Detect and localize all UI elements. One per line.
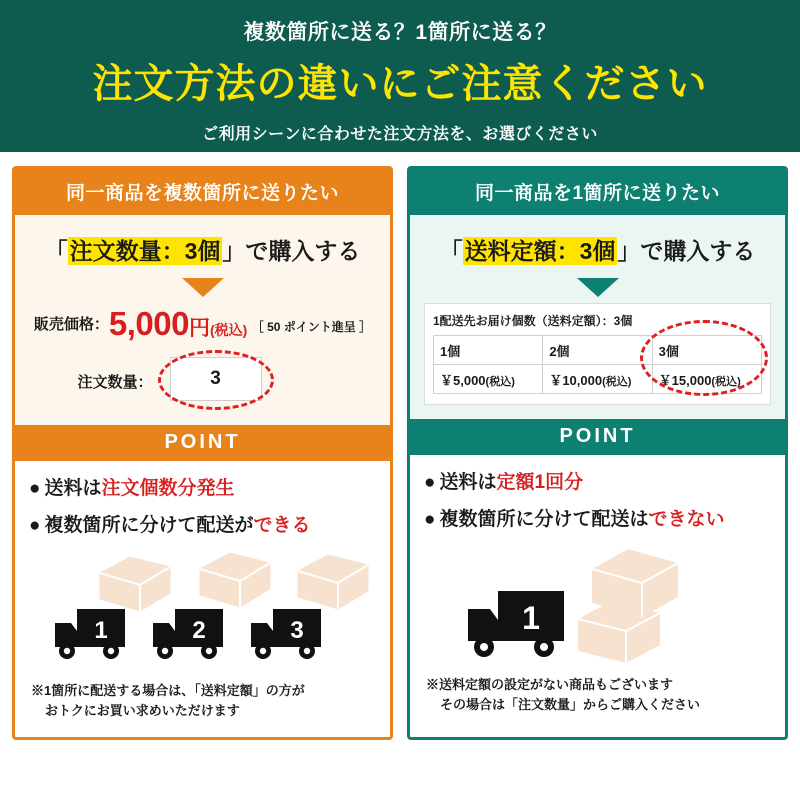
right-footer-space bbox=[410, 725, 785, 731]
right-bullet-1 bbox=[424, 467, 771, 494]
quantity-label: 注文数量： bbox=[77, 374, 153, 391]
left-bullet-2 bbox=[29, 510, 376, 537]
right-point-band: POINT bbox=[410, 419, 785, 455]
table-header-row bbox=[434, 336, 762, 365]
left-buy-post: 」で購入する bbox=[222, 238, 361, 264]
truck-icon-1 bbox=[55, 609, 125, 659]
left-buy-highlight: 注文数量：3個 bbox=[69, 238, 221, 264]
panel-right-title: 同一商品を1箇所に送りたい bbox=[410, 169, 785, 215]
quantity-highlight-ellipse bbox=[158, 350, 274, 410]
truck-icon-3 bbox=[251, 609, 321, 659]
right-footnote-line2: その場合は「注文数量」からご購入ください bbox=[440, 697, 701, 713]
table-header-cell-2: 2個 bbox=[543, 336, 652, 365]
panel-multiple-destinations bbox=[12, 166, 393, 740]
comparison-columns bbox=[0, 152, 800, 740]
left-bullet-1 bbox=[29, 473, 376, 500]
left-point-band: POINT bbox=[15, 425, 390, 461]
price-2: ￥10,000 bbox=[549, 372, 603, 388]
left-arrow-icon bbox=[182, 278, 224, 297]
quantity-value: 3 bbox=[210, 368, 221, 389]
right-illustration bbox=[410, 541, 785, 671]
left-price-row bbox=[27, 303, 378, 343]
right-point-body bbox=[410, 455, 785, 531]
table-price-cell-2 bbox=[543, 365, 652, 394]
right-bullet-2-em: できない bbox=[648, 509, 725, 530]
bullet-dot-icon: ● bbox=[424, 509, 436, 530]
bullet-dot-icon: ● bbox=[424, 472, 436, 493]
left-bullet-1-em: 注文個数分発生 bbox=[101, 478, 235, 499]
right-buy-post: 」で購入する bbox=[617, 238, 756, 264]
single-truck-illustration bbox=[410, 541, 785, 671]
header-subtitle: 複数箇所に送る？1箇所に送る？ bbox=[243, 21, 557, 44]
table-price-cell-3 bbox=[652, 365, 761, 394]
header-note: ご利用シーンに合わせた注文方法を、お選びください bbox=[202, 126, 598, 143]
left-point-body bbox=[15, 461, 390, 537]
price-tax-note: (税込) bbox=[209, 322, 248, 338]
right-bullet-1-em: 定額1回分 bbox=[496, 472, 584, 493]
right-bullet-1-pre: 送料は bbox=[439, 472, 497, 493]
price-value: 5,000 bbox=[108, 305, 189, 342]
panel-single-destination bbox=[407, 166, 788, 740]
price-1: ￥5,000 bbox=[440, 372, 486, 388]
price-yen-unit: 円 bbox=[188, 317, 210, 340]
right-footnote-line1: ※送料定額の設定がない商品もございます bbox=[426, 677, 674, 692]
price-point-note: ［ 50 ポイント進呈 ］ bbox=[251, 320, 372, 334]
three-trucks-illustration bbox=[15, 547, 390, 677]
svg-text:1: 1 bbox=[522, 600, 540, 636]
tax-2: (税込) bbox=[602, 375, 632, 388]
table-price-cell-1 bbox=[434, 365, 543, 394]
left-buy-pre: 「 bbox=[44, 238, 68, 264]
right-footnote bbox=[410, 671, 785, 725]
left-buy-line bbox=[27, 225, 378, 270]
right-arrow-icon bbox=[577, 278, 619, 297]
svg-text:1: 1 bbox=[94, 617, 108, 644]
left-footnote-line1: ※1箇所に配送する場合は、「送料定額」の方が bbox=[31, 683, 305, 698]
tax-3: (税込) bbox=[711, 375, 741, 388]
left-bullet-2-em: できる bbox=[253, 515, 311, 536]
left-footnote bbox=[15, 677, 390, 731]
price-3: ￥15,000 bbox=[658, 372, 712, 388]
panel-right-body bbox=[410, 215, 785, 419]
left-footer-space bbox=[15, 731, 390, 737]
panel-left-title: 同一商品を複数箇所に送りたい bbox=[15, 169, 390, 215]
right-bullet-2 bbox=[424, 504, 771, 531]
right-bullet-2-pre: 複数箇所に分けて配送は bbox=[439, 509, 649, 530]
table-caption: 1配送先お届け個数（送料定額）：3個 bbox=[433, 314, 633, 328]
left-footnote-line2: おトクにお買い求めいただけます bbox=[45, 703, 240, 719]
table-header-cell-3: 3個 bbox=[652, 336, 761, 365]
page-title: 注文方法の違いにご注意ください bbox=[92, 62, 708, 106]
panel-left-body bbox=[15, 215, 390, 425]
tax-1: (税込) bbox=[485, 375, 515, 388]
truck-icon-2 bbox=[153, 609, 223, 659]
left-illustration bbox=[15, 547, 390, 677]
price-label: 販売価格： bbox=[33, 316, 109, 333]
bullet-dot-icon: ● bbox=[29, 478, 41, 499]
svg-text:3: 3 bbox=[290, 617, 304, 644]
shipping-rate-table bbox=[433, 335, 762, 394]
quantity-field-group bbox=[78, 353, 328, 409]
svg-text:2: 2 bbox=[192, 617, 206, 644]
truck-icon-1 bbox=[468, 591, 564, 657]
right-buy-highlight: 送料定額：3個 bbox=[464, 238, 616, 264]
right-buy-pre: 「 bbox=[439, 238, 463, 264]
page-header bbox=[0, 0, 800, 152]
bullet-dot-icon: ● bbox=[29, 515, 41, 536]
table-price-row bbox=[434, 365, 762, 394]
left-bullet-2-pre: 複数箇所に分けて配送が bbox=[44, 515, 254, 536]
shipping-rate-table-wrap bbox=[424, 303, 771, 405]
table-header-cell-1: 1個 bbox=[434, 336, 543, 365]
right-buy-line bbox=[422, 225, 773, 270]
left-bullet-1-pre: 送料は bbox=[44, 478, 102, 499]
